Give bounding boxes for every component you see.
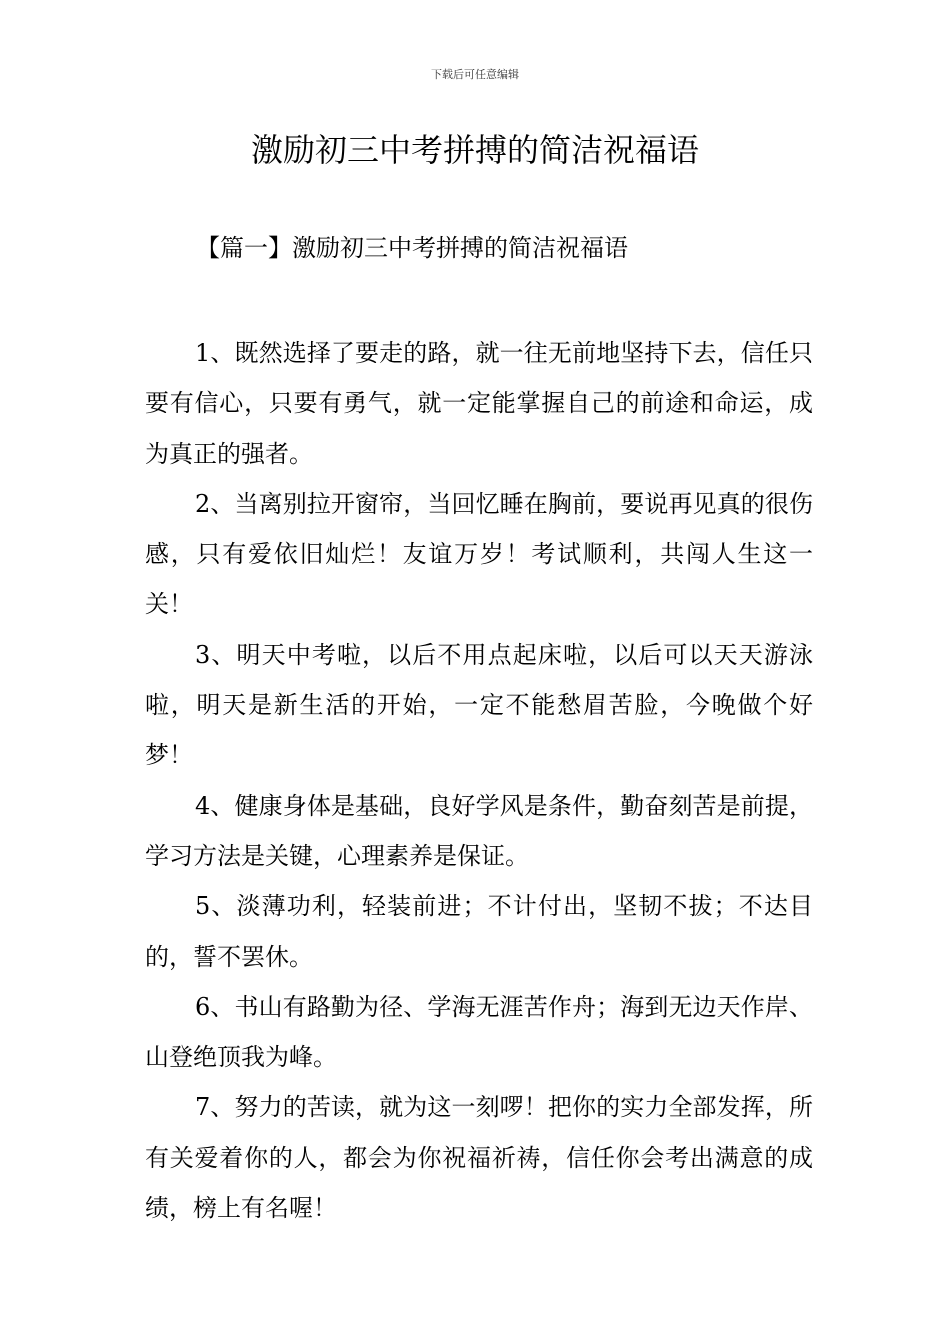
header-note: 下载后可任意编辑 [431,68,519,81]
blessing-item-4: 4、健康身体是基础，良好学风是条件，勤奋刻苦是前提，学习方法是关键，心理素养是保证。 [145,791,813,870]
blessing-item-1: 1、既然选择了要走的路，就一往无前地坚持下去，信任只要有信心，只要有勇气，就一定能掌握自己的前途和命运，成为真正的强者。 [145,339,813,468]
blessing-item-5: 5、淡薄功利，轻装前进；不计付出，坚韧不拔；不达目的，誓不罢休。 [145,892,813,971]
blessing-item-2: 2、当离别拉开窗帘，当回忆睡在胸前，要说再见真的很伤感，只有爱依旧灿烂！友谊万岁！考试顺利，共闯人生这一关！ [145,489,813,619]
blessing-item-6: 6、书山有路勤为径、学海无涯苦作舟；海到无边天作岸、山登绝顶我为峰。 [145,992,813,1072]
document-title: 激励初三中考拼搏的简洁祝福语 [250,131,699,169]
blessing-list [145,328,813,1233]
section-heading: 【篇一】激励初三中考拼搏的简洁祝福语 [196,234,628,262]
blessing-item-7: 7、努力的苦读，就为这一刻啰！把你的实力全部发挥，所有关爱着你的人，都会为你祝福祈祷，信任你会考出满意的成绩，榜上有名喔！ [145,1093,813,1223]
blessing-item-3: 3、明天中考啦，以后不用点起床啦，以后可以天天游泳啦，明天是新生活的开始，一定不能愁眉苦脸，今晚做个好梦！ [145,640,813,770]
